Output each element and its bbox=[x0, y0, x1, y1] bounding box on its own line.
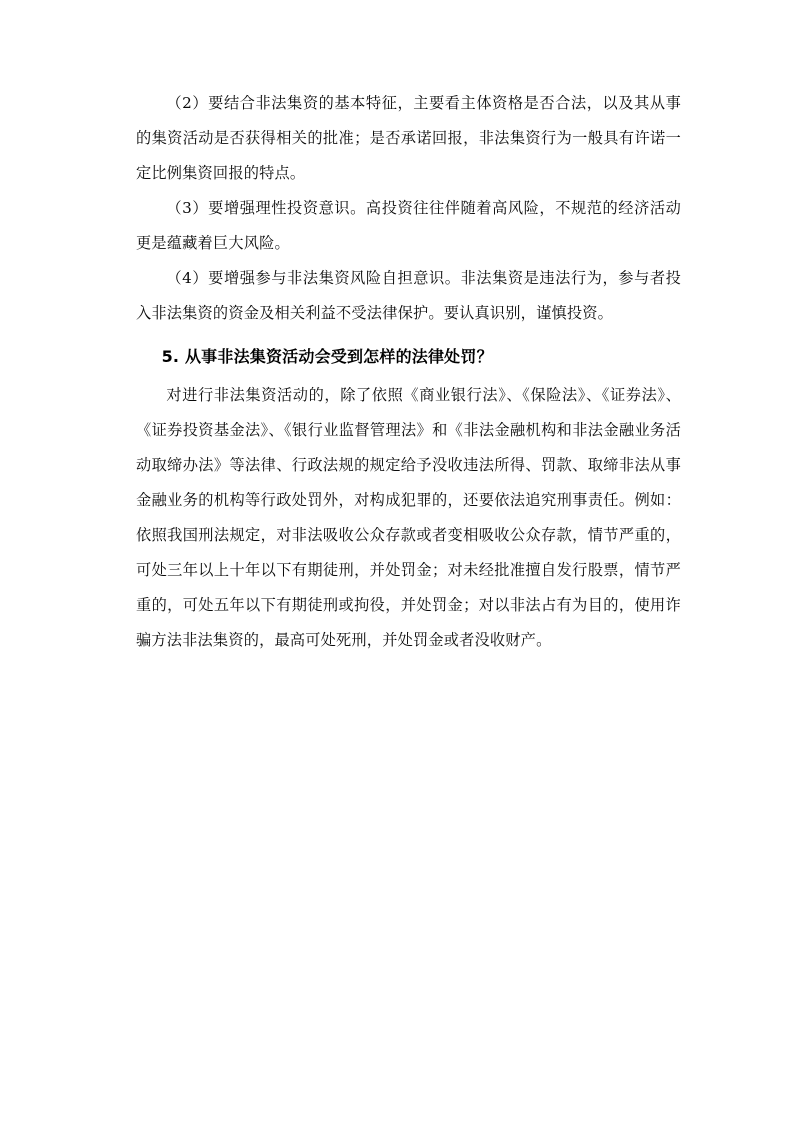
paragraph-item-3: （3）要增强理性投资意识。高投资往往伴随着高风险，不规范的经济活动更是蕴藏着巨大风险。 bbox=[136, 199, 681, 252]
paragraph-item-4: （4）要增强参与非法集资风险自担意识。非法集资是违法行为，参与者投入非法集资的资金及相关利益不受法律保护。要认真识别，谨慎投资。 bbox=[136, 269, 681, 322]
document-body bbox=[136, 86, 681, 658]
paragraph-item-2: （2）要结合非法集资的基本特征，主要看主体资格是否合法，以及其从事的集资活动是否获得相关的批准；是否承诺回报，非法集资行为一般具有许诺一定比例集资回报的特点。 bbox=[136, 94, 681, 182]
section-heading-5: 5. 从事非法集资活动会受到怎样的法律处罚？ bbox=[161, 347, 493, 366]
paragraph-penalties: 对进行非法集资活动的，除了依照《商业银行法》、《保险法》、《证券法》、《证券投资基金法》、《银行业监督管理法》和《非法金融机构和非法金融业务活动取缔办法》等法律、行政法规的规定给予没收违法所得、罚款、取缔非法从事金融业务的机构等行政处罚外，对构成犯罪的，还要依法追究刑事责任。例如：依照我国刑法规定，对非法吸收公众存款或者变相吸收公众存款，情节严重的，可处三年以上十年以下有期徒刑，并处罚金；对未经批准擅自发行股票，情节严重的，可处五年以下有期徒刑或拘役，并处罚金；对以非法占有为目的，使用诈骗方法非法集资的，最高可处死刑，并处罚金或者没收财产。 bbox=[136, 386, 681, 649]
